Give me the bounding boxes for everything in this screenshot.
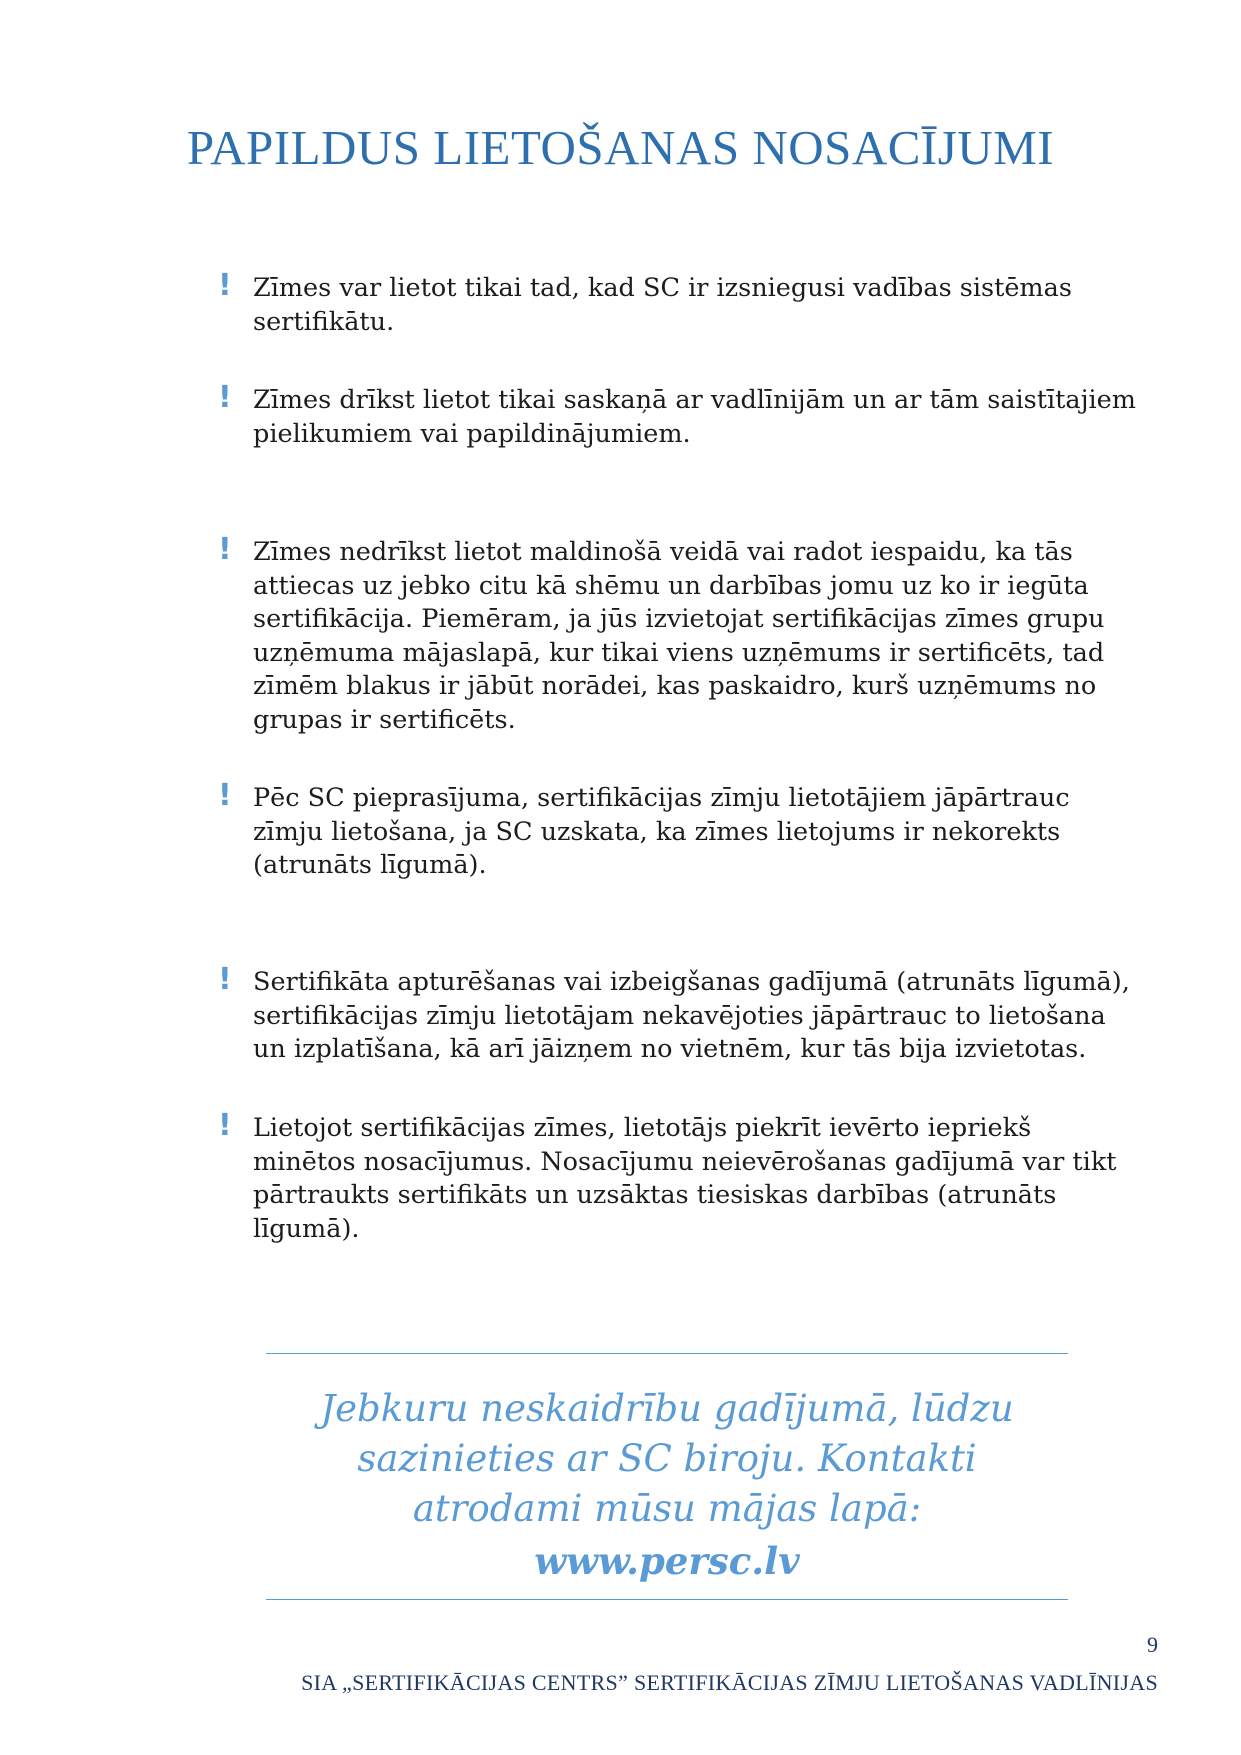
contact-line: Jebkuru neskaidrību gadījumā, lūdzu — [320, 1387, 1014, 1430]
divider-top — [266, 1353, 1068, 1354]
contact-callout — [266, 1384, 1068, 1586]
exclamation-icon: ! — [218, 1108, 232, 1143]
exclamation-icon: ! — [218, 268, 232, 303]
list-item-text: Zīmes nedrīkst lietot maldinošā veidā vai radot iespaidu, ka tās attiecas uz jebko citu kā shēmu un darbības jomu uz ko ir iegūta sertifikācija. Piemēram, ja jūs izvietojat sertifikācijas zīmes grupu uzņēmuma mājaslapā, kur tikai viens uzņēmums ir sertificēts, tad zīmēm blakus ir jābūt norādei, kas paskaidro, kurš uzņēmums no grupas ir sertificēts. — [253, 537, 1105, 735]
list-item-text: Pēc SC pieprasījuma, sertifikācijas zīmju lietotājiem jāpārtrauc zīmju lietošana, ja SC uzskata, ka zīmes lietojums ir nekorekts (atrunāts līgumā). — [253, 783, 1070, 880]
page-number: 9 — [1147, 1632, 1158, 1657]
footer-text: SIA „SERTIFIKĀCIJAS CENTRS” SERTIFIKĀCIJAS ZĪMJU LIETOŠANAS VADLĪNIJAS — [301, 1670, 1158, 1695]
list-item-text: Zīmes var lietot tikai tad, kad SC ir izsniegusi vadības sistēmas sertifikātu. — [253, 273, 1072, 337]
contact-line: sazinieties ar SC biroju. Kontakti — [357, 1437, 977, 1480]
list-item-text: Zīmes drīkst lietot tikai saskaņā ar vadlīnijām un ar tām saistītajiem pielikumiem vai papildinājumiem. — [253, 385, 1136, 449]
contact-line: atrodami mūsu mājas lapā: — [412, 1487, 922, 1530]
exclamation-icon: ! — [218, 532, 232, 567]
list-item-text: Lietojot sertifikācijas zīmes, lietotājs piekrīt ievērto iepriekš minētos nosacījumus. Nosacījumu neievērošanas gadījumā var tikt pārtraukts sertifikāts un uzsāktas tiesiskas darbības (atrunāts līgumā). — [253, 1113, 1117, 1244]
website-link[interactable]: www.persc.lv — [534, 1539, 800, 1583]
exclamation-icon: ! — [218, 380, 232, 415]
page-title: PAPILDUS LIETOŠANAS NOSACĪJUMI — [186, 120, 1055, 175]
divider-bottom — [266, 1599, 1068, 1600]
exclamation-icon: ! — [218, 962, 232, 997]
exclamation-icon: ! — [218, 778, 232, 813]
list-item-text: Sertifikāta apturēšanas vai izbeigšanas gadījumā (atrunāts līgumā), sertifikācijas zīmju lietotājam nekavējoties jāpārtrauc to lietošana un izplatīšana, kā arī jāizņem no vietnēm, kur tās bija izvietotas. — [253, 967, 1130, 1064]
